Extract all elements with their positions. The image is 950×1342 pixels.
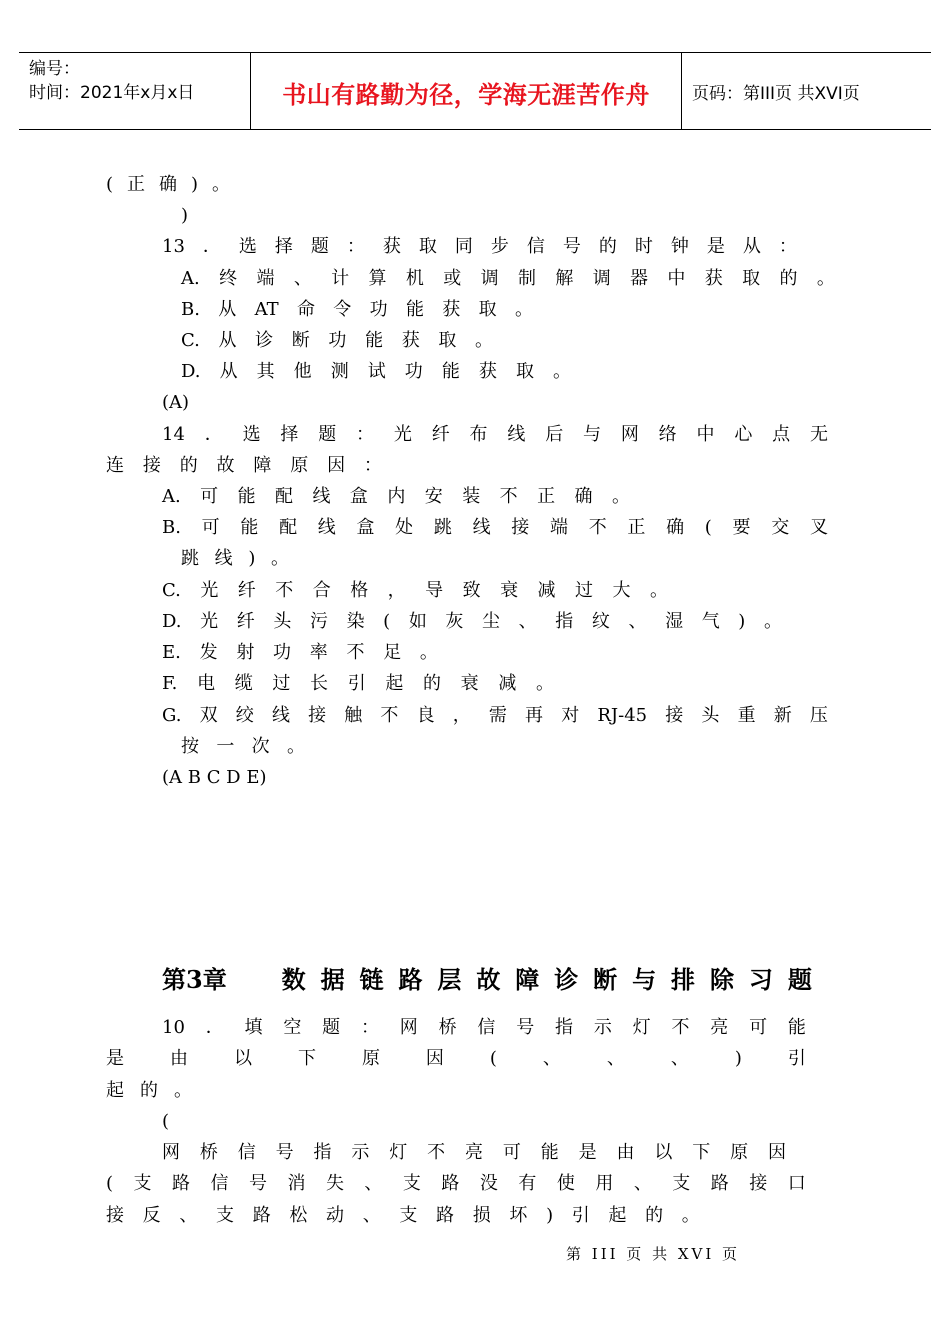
answer-10-open: (: [162, 1111, 170, 1132]
option-14-g: G. 双 绞 线 接 触 不 良 ， 需 再 对 RJ-45 接 头 重 新 压: [162, 705, 828, 726]
page-footer: 第 III 页 共 XVI 页: [566, 1245, 741, 1263]
time-label: 时间：2021年x月x日: [29, 83, 195, 103]
page-header: [19, 52, 931, 130]
option-13-b: B. 从 AT 命 令 功 能 获 取 。: [181, 299, 533, 320]
option-14-d: D. 光 纤 头 污 染 ( 如 灰 尘 、 指 纹 、 湿 气 ) 。: [162, 611, 782, 632]
header-left-cell: [19, 53, 251, 129]
option-14-b-cont: 跳 线 ) 。: [181, 548, 289, 569]
answer-14: (A B C D E): [162, 767, 267, 788]
page-info: 页码：第III页 共XVI页: [692, 83, 860, 104]
chapter-title: 第3章 数 据 链 路 层 故 障 诊 断 与 排 除 习 题: [162, 965, 812, 994]
option-13-a: A. 终 端 、 计 算 机 或 调 制 解 调 器 中 获 取 的 。: [181, 268, 835, 289]
option-13-c: C. 从 诊 断 功 能 获 取 。: [181, 330, 493, 351]
header-motto-cell: [251, 53, 682, 129]
option-14-g-cont: 按 一 次 。: [181, 736, 305, 757]
option-13-d: D. 从 其 他 测 试 功 能 获 取 。: [181, 361, 571, 382]
answer-10: 网 桥 信 号 指 示 灯 不 亮 可 能 是 由 以 下 原 因: [162, 1142, 786, 1163]
header-right-cell: [682, 53, 931, 129]
question-10-cont: 是 由 以 下 原 因 ( 、 、 、 ) 引: [106, 1048, 806, 1069]
text-line: ): [181, 205, 189, 226]
question-13: 13 ． 选 择 题 ： 获 取 同 步 信 号 的 时 钟 是 从 ：: [162, 236, 797, 257]
question-10: 10 ． 填 空 题 ： 网 桥 信 号 指 示 灯 不 亮 可 能: [162, 1017, 806, 1038]
option-14-e: E. 发 射 功 率 不 足 。: [162, 642, 438, 663]
text-line: ( 正 确 ) 。: [106, 174, 230, 195]
answer-10-cont2: 接 反 、 支 路 松 动 、 支 路 损 坏 ) 引 起 的 。: [106, 1205, 700, 1226]
serial-label: 编号：: [29, 59, 80, 79]
option-14-c: C. 光 纤 不 合 格 ， 导 致 衰 减 过 大 。: [162, 580, 668, 601]
option-14-b: B. 可 能 配 线 盒 处 跳 线 接 端 不 正 确 ( 要 交 叉: [162, 517, 828, 538]
option-14-a: A. 可 能 配 线 盒 内 安 装 不 正 确 。: [162, 486, 630, 507]
option-14-f: F. 电 缆 过 长 引 起 的 衰 减 。: [162, 673, 554, 694]
question-10-cont2: 起 的 。: [106, 1080, 192, 1101]
question-14: 14 ． 选 择 题 ： 光 纤 布 线 后 与 网 络 中 心 点 无: [162, 424, 828, 445]
question-14-cont: 连 接 的 故 障 原 因 ：: [106, 455, 382, 476]
motto-text: 书山有路勤为径，学海无涯苦作舟: [282, 80, 650, 109]
answer-13: (A): [162, 392, 190, 413]
answer-10-cont: ( 支 路 信 号 消 失 、 支 路 没 有 使 用 、 支 路 接 口: [106, 1173, 806, 1194]
